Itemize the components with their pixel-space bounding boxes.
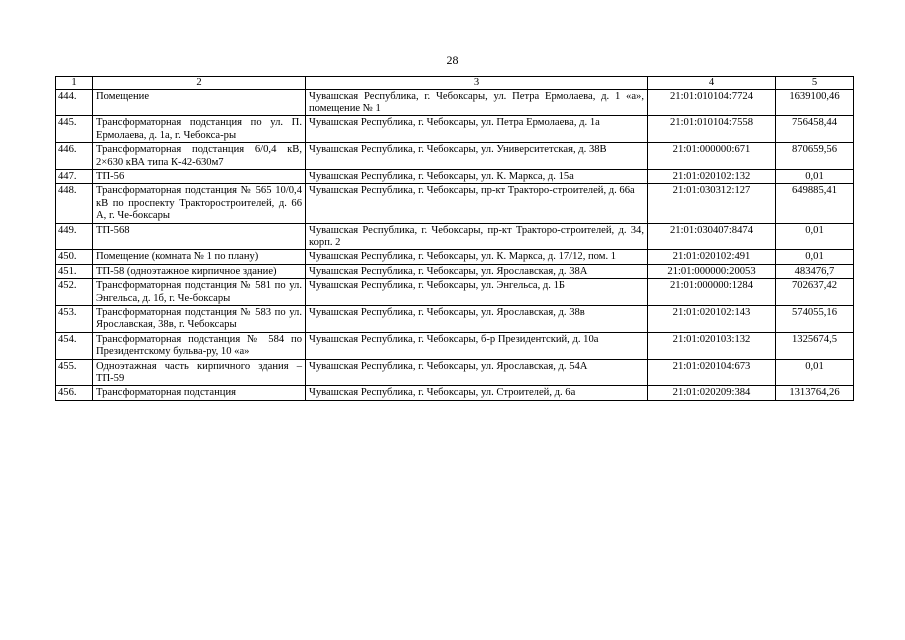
table-row [56,250,854,264]
object-name: ТП-58 (одноэтажное кирпичное здание) [93,264,306,278]
cadastral-number: 21:01:020104:673 [648,359,776,386]
object-name: Помещение [93,89,306,116]
object-address: Чувашская Республика, г. Чебоксары, ул. Петра Ермолаева, д. 1а [306,116,648,143]
row-number: 448. [56,184,93,223]
object-address: Чувашская Республика, г. Чебоксары, ул. Энгельса, д. 1Б [306,279,648,306]
object-name: Трансформаторная подстанция № 581 по ул. Энгельса, д. 1б, г. Че-боксары [93,279,306,306]
row-number: 452. [56,279,93,306]
object-address: Чувашская Республика, г. Чебоксары, ул. К. Маркса, д. 15а [306,169,648,183]
row-number: 447. [56,169,93,183]
object-name: Одноэтажная часть кирпичного здания – ТП-59 [93,359,306,386]
table-row [56,169,854,183]
object-address: Чувашская Республика, г. Чебоксары, ул. К. Маркса, д. 17/12, пом. 1 [306,250,648,264]
row-number: 446. [56,143,93,170]
property-table [55,76,854,401]
object-name: Трансформаторная подстанция по ул. П. Ермолаева, д. 1а, г. Чебокса-ры [93,116,306,143]
object-name: Трансформаторная подстанция [93,386,306,400]
object-address: Чувашская Республика, г. Чебоксары, ул. Университетская, д. 38В [306,143,648,170]
table-row [56,332,854,359]
object-name: Трансформаторная подстанция 6/0,4 кВ, 2×630 кВА типа К-42-630м7 [93,143,306,170]
cadastral-number: 21:01:020102:143 [648,306,776,333]
cadastral-value: 1639100,46 [776,89,854,116]
table-row [56,279,854,306]
table-row [56,386,854,400]
cadastral-number: 21:01:020102:491 [648,250,776,264]
object-name: ТП-568 [93,223,306,250]
cadastral-number: 21:01:000000:671 [648,143,776,170]
row-number: 449. [56,223,93,250]
cadastral-number: 21:01:000000:20053 [648,264,776,278]
row-number: 453. [56,306,93,333]
page-number: 28 [446,53,459,67]
cadastral-number: 21:01:030312:127 [648,184,776,223]
cadastral-value: 483476,7 [776,264,854,278]
row-number: 445. [56,116,93,143]
table-row [56,89,854,116]
cadastral-value: 0,01 [776,169,854,183]
object-name: Трансформаторная подстанция № 583 по ул. Ярославская, 38в, г. Чебоксары [93,306,306,333]
object-address: Чувашская Республика, г. Чебоксары, ул. Петра Ермолаева, д. 1 «а», помещение № 1 [306,89,648,116]
table-row [56,143,854,170]
object-address: Чувашская Республика, г. Чебоксары, ул. Ярославская, д. 38А [306,264,648,278]
row-number: 444. [56,89,93,116]
header-row [56,77,854,90]
cadastral-number: 21:01:010104:7724 [648,89,776,116]
header-col-5: 5 [776,77,854,90]
row-number: 456. [56,386,93,400]
cadastral-number: 21:01:030407:8474 [648,223,776,250]
row-number: 454. [56,332,93,359]
object-name: Помещение (комната № 1 по плану) [93,250,306,264]
object-address: Чувашская Республика, г. Чебоксары, б-р Президентский, д. 10а [306,332,648,359]
table-row [56,184,854,223]
object-address: Чувашская Республика, г. Чебоксары, ул. Ярославская, д. 38в [306,306,648,333]
object-address: Чувашская Республика, г. Чебоксары, пр-кт Тракторо-строителей, д. 34, корп. 2 [306,223,648,250]
table-row [56,306,854,333]
cadastral-number: 21:01:020102:132 [648,169,776,183]
cadastral-value: 0,01 [776,359,854,386]
cadastral-value: 870659,56 [776,143,854,170]
cadastral-number: 21:01:000000:1284 [648,279,776,306]
table-row [56,264,854,278]
cadastral-value: 756458,44 [776,116,854,143]
header-col-1: 1 [56,77,93,90]
object-address: Чувашская Республика, г. Чебоксары, ул. Ярославская, д. 54А [306,359,648,386]
cadastral-value: 1313764,26 [776,386,854,400]
header-col-3: 3 [306,77,648,90]
table-row [56,223,854,250]
cadastral-value: 649885,41 [776,184,854,223]
header-col-4: 4 [648,77,776,90]
table-row [56,116,854,143]
object-address: Чувашская Республика, г. Чебоксары, пр-кт Тракторо-строителей, д. 66а [306,184,648,223]
object-address: Чувашская Республика, г. Чебоксары, ул. Строителей, д. 6а [306,386,648,400]
cadastral-number: 21:01:020103:132 [648,332,776,359]
cadastral-value: 574055,16 [776,306,854,333]
cadastral-value: 1325674,5 [776,332,854,359]
cadastral-value: 0,01 [776,223,854,250]
cadastral-number: 21:01:020209:384 [648,386,776,400]
table-row [56,359,854,386]
row-number: 455. [56,359,93,386]
cadastral-value: 0,01 [776,250,854,264]
object-name: ТП-56 [93,169,306,183]
cadastral-value: 702637,42 [776,279,854,306]
object-name: Трансформаторная подстанция № 584 по Президентскому бульва-ру, 10 «а» [93,332,306,359]
object-name: Трансформаторная подстанция № 565 10/0,4 кВ по проспекту Тракторостроителей, д. 66 А, г. Че-боксары [93,184,306,223]
row-number: 451. [56,264,93,278]
cadastral-number: 21:01:010104:7558 [648,116,776,143]
header-col-2: 2 [93,77,306,90]
row-number: 450. [56,250,93,264]
